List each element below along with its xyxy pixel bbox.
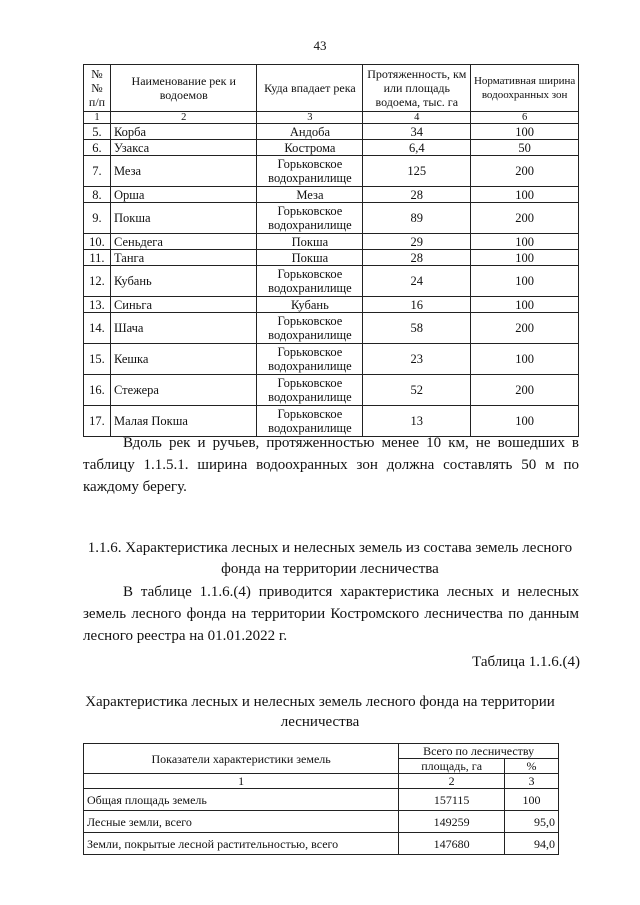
header-cell: Протяженность, км или площадь водоема, тыс. га [363, 65, 471, 112]
table-row [84, 156, 579, 187]
header-cell: №№ п/п [84, 65, 111, 112]
flows-into: Горьковское водохранилище [257, 313, 363, 344]
zone-width: 100 [471, 297, 579, 313]
length-value: 28 [363, 187, 471, 203]
zone-width: 200 [471, 156, 579, 187]
flows-into: Кубань [257, 297, 363, 313]
index-cell: 6 [471, 112, 579, 124]
length-value: 89 [363, 203, 471, 234]
area-value: 147680 [399, 833, 505, 855]
table-row [84, 297, 579, 313]
percent-value: 95,0 [505, 811, 559, 833]
flows-into: Горьковское водохранилище [257, 156, 363, 187]
river-name: Узакса [110, 140, 257, 156]
zone-width: 200 [471, 313, 579, 344]
row-number: 17. [84, 406, 111, 437]
flows-into: Горьковское водохранилище [257, 203, 363, 234]
length-value: 28 [363, 250, 471, 266]
table-row [84, 789, 559, 811]
area-value: 157115 [399, 789, 505, 811]
header-cell: Наименование рек и водоемов [110, 65, 257, 112]
row-number: 10. [84, 234, 111, 250]
header-cell: % [505, 759, 559, 774]
flows-into: Меза [257, 187, 363, 203]
paragraph-table-intro: В таблице 1.1.6.(4) приводится характеристика лесных и нелесных земель лесного фонда на территории Костромского лесничества по данным лесного реестра на 01.01.2022 г. [83, 584, 579, 644]
column-index-row [84, 112, 579, 124]
land-category: Общая площадь земель [84, 789, 399, 811]
zone-width: 50 [471, 140, 579, 156]
page-number: 43 [313, 38, 327, 53]
index-cell: 3 [505, 774, 559, 789]
river-name: Сеньдега [110, 234, 257, 250]
zone-width: 100 [471, 266, 579, 297]
table-label: Таблица 1.1.6.(4) [472, 654, 580, 670]
river-name: Малая Покша [110, 406, 257, 437]
header-cell: Показатели характеристики земель [84, 744, 399, 774]
table-row [84, 811, 559, 833]
river-name: Кубань [110, 266, 257, 297]
length-value: 29 [363, 234, 471, 250]
river-name: Шача [110, 313, 257, 344]
flows-into: Горьковское водохранилище [257, 344, 363, 375]
table-header-row [84, 65, 579, 112]
land-category: Земли, покрытые лесной растительностью, всего [84, 833, 399, 855]
header-cell: Нормативная ширина водоохранных зон [471, 65, 579, 112]
river-name: Корба [110, 124, 257, 140]
river-name: Тангa [110, 250, 257, 266]
row-number: 8. [84, 187, 111, 203]
length-value: 52 [363, 375, 471, 406]
length-value: 23 [363, 344, 471, 375]
zone-width: 200 [471, 203, 579, 234]
table-row [84, 203, 579, 234]
row-number: 9. [84, 203, 111, 234]
flows-into: Покша [257, 234, 363, 250]
header-cell: Куда впадает река [257, 65, 363, 112]
table-row [84, 375, 579, 406]
river-name: Стежера [110, 375, 257, 406]
river-name: Синьга [110, 297, 257, 313]
index-cell: 2 [110, 112, 257, 124]
row-number: 14. [84, 313, 111, 344]
index-cell: 1 [84, 112, 111, 124]
table-caption: Характеристика лесных и нелесных земель лесного фонда на территории лесничества [85, 694, 555, 730]
length-value: 58 [363, 313, 471, 344]
table-row [84, 313, 579, 344]
row-number: 11. [84, 250, 111, 266]
index-cell: 4 [363, 112, 471, 124]
length-value: 24 [363, 266, 471, 297]
flows-into: Андоба [257, 124, 363, 140]
column-index-row [84, 774, 559, 789]
table-row [84, 266, 579, 297]
paragraph-water-zones-note: Вдоль рек и ручьев, протяженностью менее 10 км, не вошедших в таблицу 1.1.5.1. ширина водоохранных зон должна составлять 50 м по каждому берегу. [83, 435, 579, 495]
flows-into: Кострома [257, 140, 363, 156]
zone-width: 100 [471, 187, 579, 203]
flows-into: Горьковское водохранилище [257, 266, 363, 297]
index-cell: 1 [84, 774, 399, 789]
length-value: 6,4 [363, 140, 471, 156]
row-number: 7. [84, 156, 111, 187]
forest-lands-table [83, 743, 559, 855]
zone-width: 100 [471, 124, 579, 140]
zone-width: 200 [471, 375, 579, 406]
table-row [84, 234, 579, 250]
flows-into: Покша [257, 250, 363, 266]
table-row [84, 140, 579, 156]
river-name: Орша [110, 187, 257, 203]
water-protection-zones-table [83, 64, 579, 437]
table-row [84, 124, 579, 140]
land-category: Лесные земли, всего [84, 811, 399, 833]
length-value: 16 [363, 297, 471, 313]
length-value: 34 [363, 124, 471, 140]
zone-width: 100 [471, 406, 579, 437]
flows-into: Горьковское водохранилище [257, 375, 363, 406]
percent-value: 100 [505, 789, 559, 811]
row-number: 5. [84, 124, 111, 140]
table-header-row [84, 744, 559, 759]
table-row [84, 187, 579, 203]
length-value: 125 [363, 156, 471, 187]
zone-width: 100 [471, 250, 579, 266]
river-name: Кешка [110, 344, 257, 375]
section-title: 1.1.6. Характеристика лесных и нелесных земель из состава земель лесного фонда на территории лесничества [87, 540, 573, 577]
row-number: 12. [84, 266, 111, 297]
percent-value: 94,0 [505, 833, 559, 855]
row-number: 15. [84, 344, 111, 375]
row-number: 16. [84, 375, 111, 406]
row-number: 6. [84, 140, 111, 156]
header-cell: Всего по лесничеству [399, 744, 559, 759]
area-value: 149259 [399, 811, 505, 833]
table-row [84, 344, 579, 375]
index-cell: 3 [257, 112, 363, 124]
index-cell: 2 [399, 774, 505, 789]
header-cell: площадь, га [399, 759, 505, 774]
table-row [84, 250, 579, 266]
length-value: 13 [363, 406, 471, 437]
flows-into: Горьковское водохранилище [257, 406, 363, 437]
river-name: Покша [110, 203, 257, 234]
table-row [84, 833, 559, 855]
row-number: 13. [84, 297, 111, 313]
zone-width: 100 [471, 234, 579, 250]
zone-width: 100 [471, 344, 579, 375]
river-name: Меза [110, 156, 257, 187]
